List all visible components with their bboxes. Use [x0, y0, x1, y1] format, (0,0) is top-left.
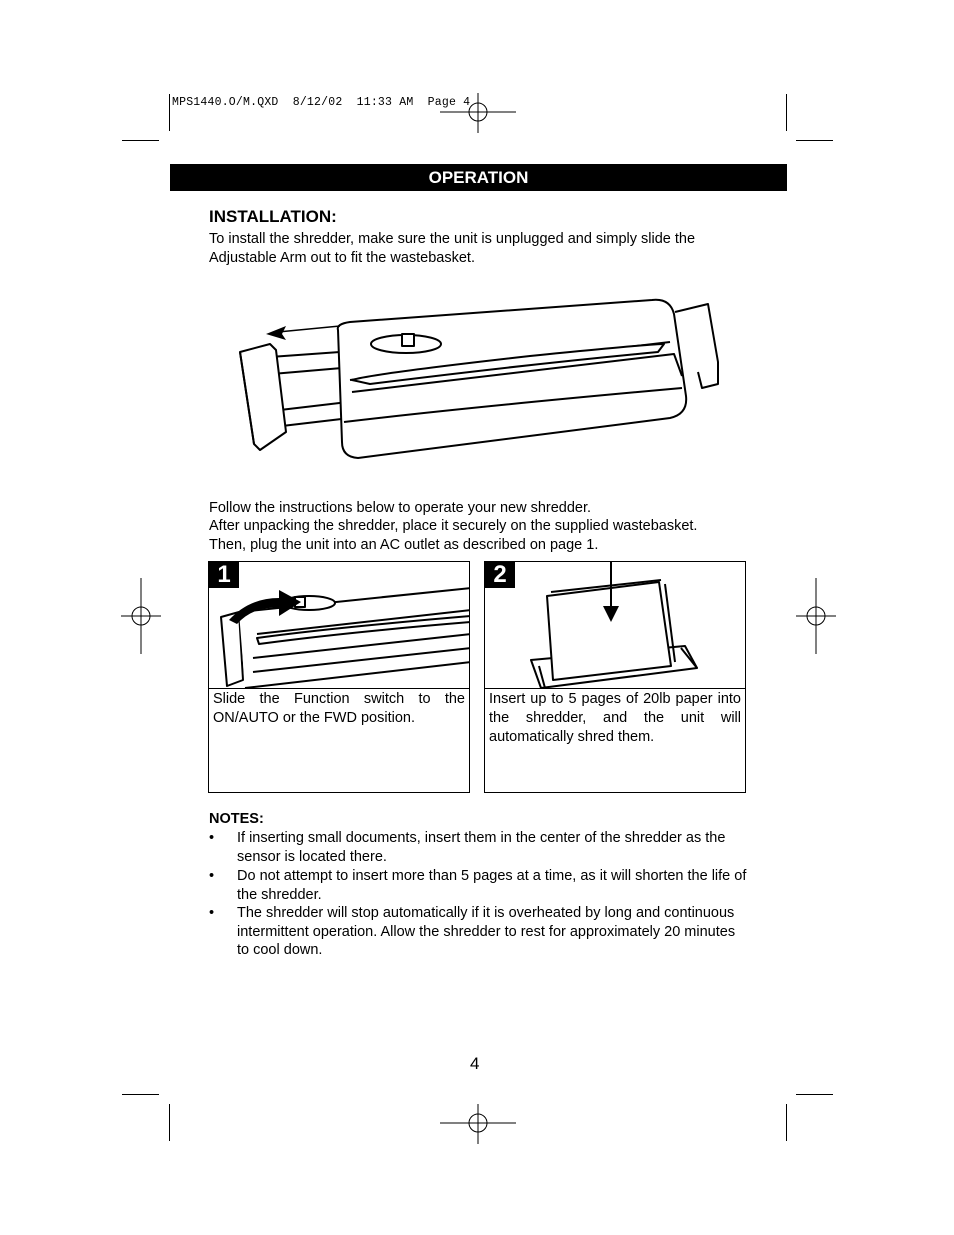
step-1-text: Slide the Function switch to the ON/AUTO or the FWD position. — [213, 691, 465, 726]
crop-mark — [169, 94, 170, 131]
step-2-text: Insert up to 5 pages of 20lb paper into the shredder, and the unit will automatically shred them. — [489, 691, 741, 745]
step-2-panel — [484, 561, 746, 793]
crop-mark — [122, 140, 159, 141]
step-number-badge: 1 — [209, 562, 239, 588]
note-text: Do not attempt to insert more than 5 pages at a time, as it will shorten the life of the shredder. — [237, 868, 747, 903]
note-text: If inserting small documents, insert them in the center of the shredder as the sensor is located there. — [237, 830, 726, 865]
bullet: • — [209, 830, 215, 846]
notes-heading: NOTES: — [209, 811, 264, 827]
file-slug: MPS1440.O/M.QXD 8/12/02 11:33 AM Page 4 — [172, 96, 471, 109]
registration-mark-right — [796, 578, 836, 654]
note-text: The shredder will stop automatically if it is overheated by long and continuous intermittent operation. Allow the shredder to rest for approximately 20 minutes to cool down. — [237, 905, 736, 958]
crop-mark — [786, 1104, 787, 1141]
crop-mark — [169, 1104, 170, 1141]
step-number-badge: 2 — [485, 562, 515, 588]
step-1-panel — [208, 561, 470, 793]
registration-mark-bottom — [440, 1104, 516, 1144]
instructions-line-3: Then, plug the unit into an AC outlet as described on page 1. — [209, 537, 599, 553]
bullet: • — [209, 868, 215, 884]
installation-text: To install the shredder, make sure the unit is unplugged and simply slide the Adjustable Arm out to fit the wastebasket. — [209, 231, 696, 266]
bullet: • — [209, 905, 215, 921]
section-header — [170, 164, 787, 191]
instructions-line-2: After unpacking the shredder, place it securely on the supplied wastebasket. — [209, 518, 698, 534]
step-1-illustration — [209, 562, 469, 689]
shredder-switch-illustration — [209, 562, 469, 688]
crop-mark — [786, 94, 787, 131]
registration-mark-left — [121, 578, 161, 654]
page-number: 4 — [470, 1054, 480, 1073]
shredder-arm-illustration — [230, 292, 730, 467]
crop-mark — [796, 140, 833, 141]
crop-mark — [796, 1094, 833, 1095]
section-title: OPERATION — [428, 167, 529, 187]
crop-mark — [122, 1094, 159, 1095]
paper-insert-illustration — [485, 562, 745, 688]
installation-heading: INSTALLATION: — [209, 207, 337, 226]
step-2-illustration — [485, 562, 745, 689]
instructions-line-1: Follow the instructions below to operate your new shredder. — [209, 500, 592, 516]
